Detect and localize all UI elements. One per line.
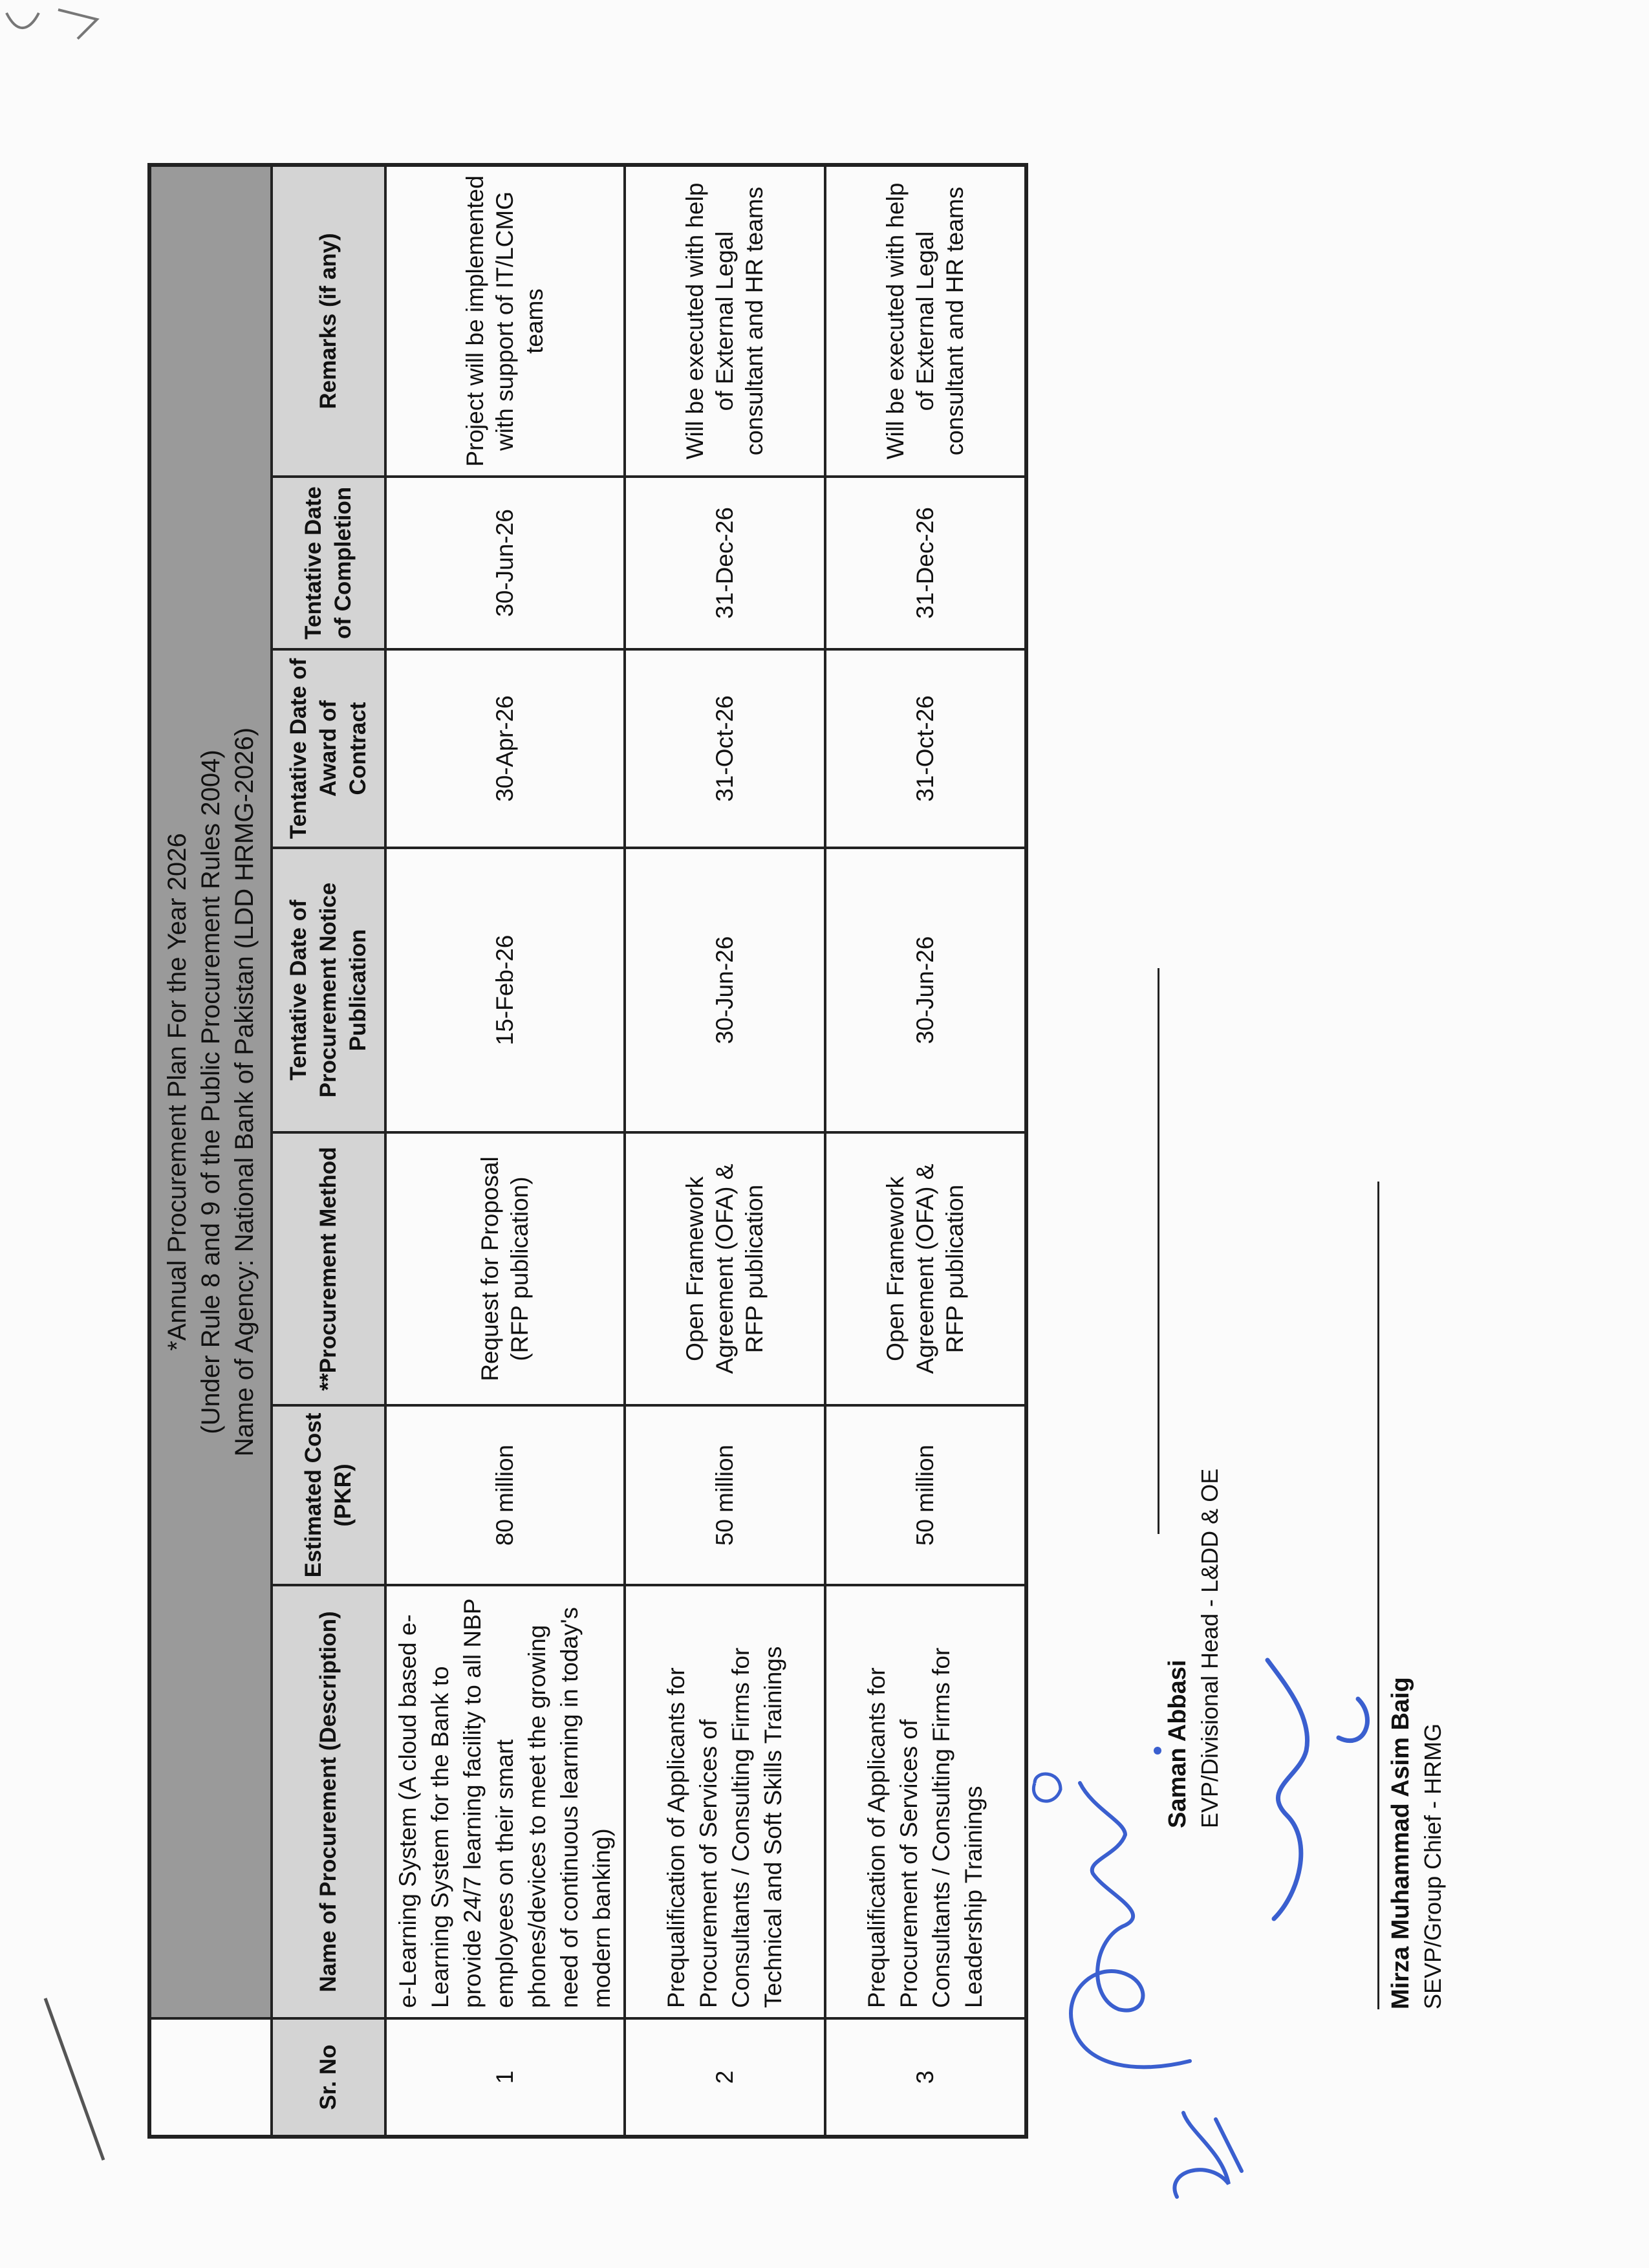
plan-title-block bbox=[149, 165, 272, 2018]
col-header-sr-no: Sr. No bbox=[272, 2018, 385, 2137]
cell-description: Prequalification of Applicants for Procurement of Services of Consultants / Consulting Firms for Leadership Trainings bbox=[825, 1585, 1026, 2018]
plan-rule-reference: (Under Rule 8 and 9 of the Public Procurement Rules 2004) bbox=[197, 750, 225, 1434]
signature-line-2 bbox=[1377, 1182, 1379, 2009]
col-header-method: **Procurement Method bbox=[272, 1132, 385, 1405]
table-row bbox=[385, 165, 625, 2137]
cell-award-date: 31-Oct-26 bbox=[625, 649, 825, 848]
cell-cost: 80 million bbox=[385, 1405, 625, 1585]
cell-remarks: Will be executed with help of External Legal consultant and HR teams bbox=[825, 165, 1026, 477]
col-header-completion-date: Tentative Date of Completion bbox=[272, 477, 385, 649]
cell-sr-no: 3 bbox=[825, 2018, 1026, 2137]
cell-completion-date: 31-Dec-26 bbox=[825, 477, 1026, 649]
signatory-1-name: Saman Abbasi bbox=[1164, 1659, 1191, 1828]
cell-remarks: Project will be implemented with support of IT/LCMG teams bbox=[385, 165, 625, 477]
initials-mark bbox=[1151, 2093, 1255, 2210]
signature-line-1 bbox=[1158, 968, 1159, 1534]
procurement-plan-table bbox=[147, 163, 1028, 2139]
plan-title: *Annual Procurement Plan For the Year 2026 bbox=[163, 833, 191, 1351]
cell-method: Request for Proposal (RFP publication) bbox=[385, 1132, 625, 1405]
cell-cost: 50 million bbox=[625, 1405, 825, 1585]
signatory-2-name: Mirza Muhammad Asim Baig bbox=[1387, 1677, 1414, 2009]
cell-remarks: Will be executed with help of External Legal consultant and HR teams bbox=[625, 165, 825, 477]
cell-method: Open Framework Agreement (OFA) & RFP publication bbox=[825, 1132, 1026, 1405]
cell-cost: 50 million bbox=[825, 1405, 1026, 1585]
cell-sr-no: 2 bbox=[625, 2018, 825, 2137]
plan-agency: Name of Agency: National Bank of Pakistan (LDD HRMG-2026) bbox=[230, 727, 259, 1457]
cell-completion-date: 31-Dec-26 bbox=[625, 477, 825, 649]
col-header-cost: Estimated Cost (PKR) bbox=[272, 1405, 385, 1585]
title-left-blank bbox=[149, 2018, 272, 2137]
signatory-1-title: EVP/Divisional Head - L&DD & OE bbox=[1196, 1468, 1223, 1828]
cell-method: Open Framework Agreement (OFA) & RFP publication bbox=[625, 1132, 825, 1405]
cell-notice-date: 30-Jun-26 bbox=[625, 848, 825, 1132]
cell-award-date: 30-Apr-26 bbox=[385, 649, 625, 848]
table-row bbox=[625, 165, 825, 2137]
cell-description: Prequalification of Applicants for Procurement of Services of Consultants / Consulting Firms for Technical and Soft Skills Trainings bbox=[625, 1585, 825, 2018]
cell-notice-date: 15-Feb-26 bbox=[385, 848, 625, 1132]
col-header-remarks: Remarks (if any) bbox=[272, 165, 385, 477]
cell-sr-no: 1 bbox=[385, 2018, 625, 2137]
col-header-notice-date: Tentative Date of Procurement Notice Publication bbox=[272, 848, 385, 1132]
cell-completion-date: 30-Jun-26 bbox=[385, 477, 625, 649]
cell-award-date: 31-Oct-26 bbox=[825, 649, 1026, 848]
scan-mark bbox=[0, 0, 129, 58]
col-header-award-date: Tentative Date of Award of Contract bbox=[272, 649, 385, 848]
cell-description: e-Learning System (A cloud based e-Learning System for the Bank to provide 24/7 learning facility to all NBP employees on their smart phones/devices to meet the growing need of continuous learning in today's modern banking) bbox=[385, 1585, 625, 2018]
col-header-description: Name of Procurement (Description) bbox=[272, 1585, 385, 2018]
scan-mark bbox=[39, 1992, 116, 2173]
signatory-2-title: SEVP/Group Chief - HRMG bbox=[1419, 1723, 1446, 2009]
signature-mirza-muhammad-asim-baig bbox=[1248, 1621, 1390, 1932]
cell-notice-date: 30-Jun-26 bbox=[825, 848, 1026, 1132]
